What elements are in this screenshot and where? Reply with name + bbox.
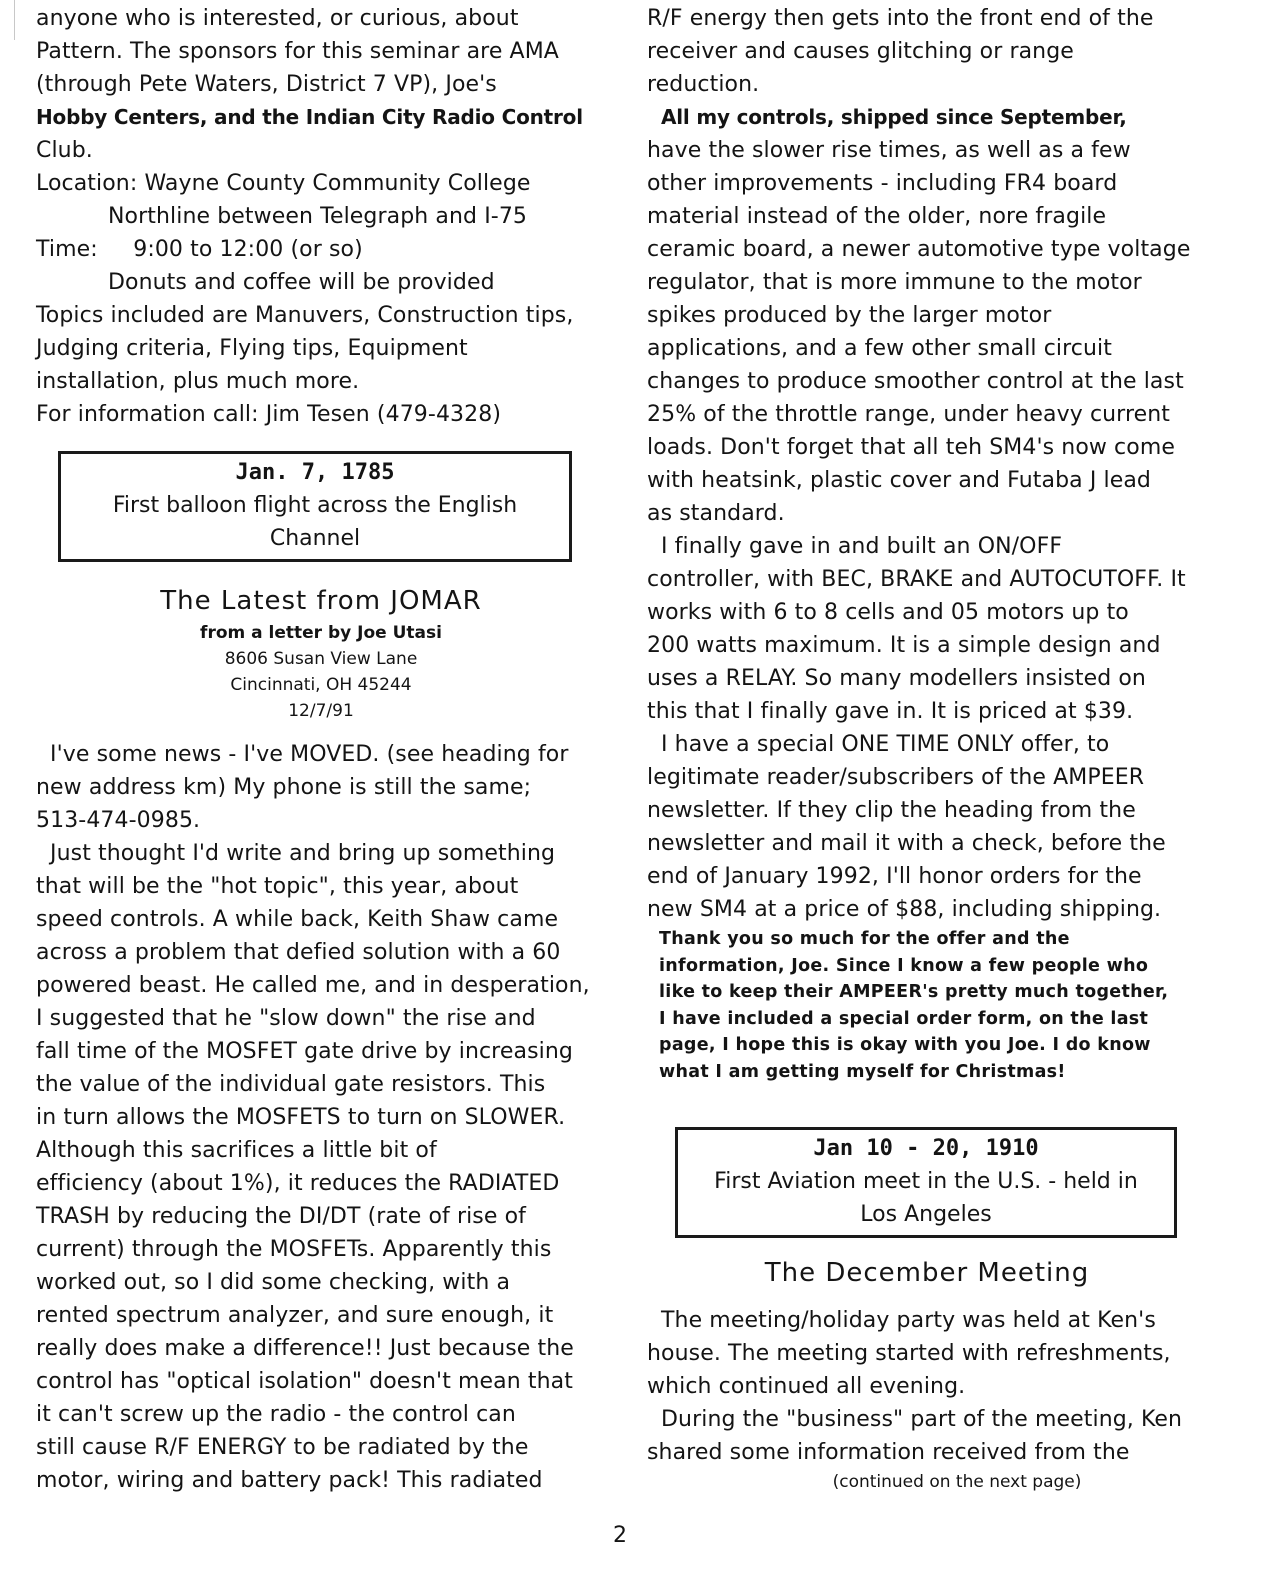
- donuts-line: Donuts and coffee will be provided: [108, 270, 495, 295]
- text-line: newsletter and mail it with a check, before the: [647, 831, 1166, 856]
- jomar-paragraph-offer: [647, 728, 1227, 926]
- text-line: Judging criteria, Flying tips, Equipment: [36, 336, 468, 361]
- jomar-paragraph-speed-controls: [36, 837, 606, 1497]
- text-line: receiver and causes glitching or range: [647, 39, 1074, 64]
- text-line: powered beast. He called me, and in desperation,: [36, 973, 590, 998]
- history-box-text: Channel: [269, 526, 361, 551]
- text-line: reduction.: [647, 72, 760, 97]
- text-line: 513-474-0985.: [36, 808, 201, 833]
- text-line: shared some information received from the: [647, 1440, 1130, 1465]
- text-line: Club.: [36, 138, 93, 163]
- text-line: motor, wiring and battery pack! This radiated: [36, 1468, 543, 1493]
- text-line: works with 6 to 8 cells and 05 motors up to: [647, 600, 1129, 625]
- text-line: Just thought I'd write and bring up something: [50, 841, 556, 866]
- text-line: The meeting/holiday party was held at Ken's: [661, 1308, 1156, 1333]
- text-line: worked out, so I did some checking, with a: [36, 1270, 511, 1295]
- text-line: end of January 1992, I'll honor orders for the: [647, 864, 1142, 889]
- text-line: like to keep their AMPEER's pretty much together,: [659, 982, 1169, 1002]
- text-line: the value of the individual gate resistors. This: [36, 1072, 546, 1097]
- text-line: 200 watts maximum. It is a simple design and: [647, 633, 1161, 658]
- text-line: ceramic board, a newer automotive type voltage: [647, 237, 1191, 262]
- page-corner-mark: [0, 0, 15, 40]
- editor-note: [659, 926, 1227, 1085]
- text-line: Although this sacrifices a little bit of: [36, 1138, 437, 1163]
- jomar-paragraph-controls: [647, 101, 1227, 530]
- meeting-paragraph-1: [647, 1304, 1227, 1403]
- continued-note: (continued on the next page): [832, 1472, 1082, 1492]
- text-line: rented spectrum analyzer, and sure enough, it: [36, 1303, 554, 1328]
- text-line: in turn allows the MOSFETS to turn on SLOWER.: [36, 1105, 566, 1130]
- history-box-date: Jan. 7, 1785: [235, 460, 395, 485]
- seminar-intro-paragraph: [36, 2, 606, 167]
- text-line: efficiency (about 1%), it reduces the RADIATED: [36, 1171, 560, 1196]
- text-line: which continued all evening.: [647, 1374, 966, 1399]
- page-number: 2: [613, 1523, 627, 1548]
- text-line: information, Joe. Since I know a few people who: [659, 955, 1149, 976]
- text-line: anyone who is interested, or curious, about: [36, 6, 519, 31]
- text-line: this that I finally gave in. It is priced at $39.: [647, 699, 1134, 724]
- location-detail-line: Northline between Telegraph and I-75: [108, 204, 528, 229]
- text-line: control has "optical isolation" doesn't mean that: [36, 1369, 573, 1394]
- history-box-aviation-meet: [675, 1127, 1177, 1238]
- text-line: I've some news - I've MOVED. (see heading for: [50, 742, 569, 767]
- text-line: current) through the MOSFETs. Apparently this: [36, 1237, 552, 1262]
- text-line: what I am getting myself for Christmas!: [659, 1061, 1066, 1082]
- text-line: I have a special ONE TIME ONLY offer, to: [661, 732, 1110, 757]
- text-line: (through Pete Waters, District 7 VP), Joe's: [36, 72, 497, 97]
- text-line: across a problem that defied solution with a 60: [36, 940, 561, 965]
- text-line: applications, and a few other small circuit: [647, 336, 1112, 361]
- text-line: fall time of the MOSFET gate drive by increasing: [36, 1039, 573, 1064]
- text-line: with heatsink, plastic cover and Futaba J lead: [647, 468, 1151, 493]
- history-box-text: First Aviation meet in the U.S. - held in: [714, 1169, 1138, 1194]
- text-line: have the slower rise times, as well as a few: [647, 138, 1131, 163]
- text-line: as standard.: [647, 501, 785, 526]
- text-line: Thank you so much for the offer and the: [659, 929, 1070, 949]
- article-heading: The Latest from JOMAR: [160, 586, 482, 616]
- time-line: Time: 9:00 to 12:00 (or so): [36, 237, 363, 262]
- text-line: still cause R/F ENERGY to be radiated by the: [36, 1435, 529, 1460]
- byline-line: Cincinnati, OH 45244: [230, 675, 412, 695]
- text-line: 25% of the throttle range, under heavy current: [647, 402, 1171, 427]
- right-column: [647, 0, 1227, 1495]
- text-line: changes to produce smoother control at the last: [647, 369, 1184, 394]
- text-line: legitimate reader/subscribers of the AMPEER: [647, 765, 1145, 790]
- text-line: spikes produced by the larger motor: [647, 303, 1052, 328]
- text-line: TRASH by reducing the DI/DT (rate of rise of: [36, 1204, 527, 1229]
- text-line: loads. Don't forget that all teh SM4's now come: [647, 435, 1175, 460]
- text-line: I suggested that he "slow down" the rise and: [36, 1006, 536, 1031]
- text-line: regulator, that is more immune to the motor: [647, 270, 1142, 295]
- jomar-article-header: [36, 584, 606, 724]
- text-line: All my controls, shipped since September,: [661, 105, 1127, 129]
- text-line: installation, plus much more.: [36, 369, 360, 394]
- text-line: it can't screw up the radio - the control can: [36, 1402, 516, 1427]
- meeting-heading: The December Meeting: [764, 1258, 1090, 1288]
- text-line: that will be the "hot topic", this year, about: [36, 874, 519, 899]
- text-line: uses a RELAY. So many modellers insisted on: [647, 666, 1146, 691]
- jomar-paragraph-continued: [647, 2, 1227, 101]
- jomar-paragraph-onoff: [647, 530, 1227, 728]
- text-line: material instead of the older, nore fragile: [647, 204, 1107, 229]
- byline-line: 8606 Susan View Lane: [224, 649, 418, 669]
- text-line: really does make a difference!! Just because the: [36, 1336, 574, 1361]
- text-line: controller, with BEC, BRAKE and AUTOCUTOFF. It: [647, 567, 1186, 592]
- article-byline: [36, 620, 606, 724]
- history-box-date: Jan 10 - 20, 1910: [813, 1136, 1039, 1161]
- byline-line: from a letter by Joe Utasi: [200, 623, 442, 643]
- text-line: new address km) My phone is still the same;: [36, 775, 532, 800]
- text-line: Topics included are Manuvers, Construction tips,: [36, 303, 574, 328]
- text-line: new SM4 at a price of $88, including shipping.: [647, 897, 1162, 922]
- seminar-details: [36, 167, 606, 431]
- text-line: R/F energy then gets into the front end of the: [647, 6, 1154, 31]
- text-line: house. The meeting started with refreshments,: [647, 1341, 1171, 1366]
- left-column: [36, 0, 606, 1497]
- contact-line: For information call: Jim Tesen (479-4328): [36, 402, 502, 427]
- text-line: Hobby Centers, and the Indian City Radio Control: [36, 105, 583, 129]
- history-box-balloon: [58, 451, 572, 562]
- text-line: I finally gave in and built an ON/OFF: [661, 534, 1063, 559]
- jomar-paragraph-moved: [36, 738, 606, 837]
- text-line: Pattern. The sponsors for this seminar are AMA: [36, 39, 559, 64]
- text-line: speed controls. A while back, Keith Shaw came: [36, 907, 559, 932]
- text-line: I have included a special order form, on the last: [659, 1008, 1149, 1029]
- text-line: During the "business" part of the meeting, Ken: [661, 1407, 1183, 1432]
- text-line: newsletter. If they clip the heading from the: [647, 798, 1136, 823]
- text-line: page, I hope this is okay with you Joe. I do know: [659, 1035, 1151, 1055]
- history-box-text: First balloon flight across the English: [112, 493, 518, 518]
- byline-line: 12/7/91: [288, 701, 354, 721]
- text-line: other improvements - including FR4 board: [647, 171, 1118, 196]
- meeting-paragraph-2: [647, 1403, 1227, 1469]
- location-line: Location: Wayne County Community College: [36, 171, 531, 196]
- history-box-text: Los Angeles: [860, 1202, 992, 1227]
